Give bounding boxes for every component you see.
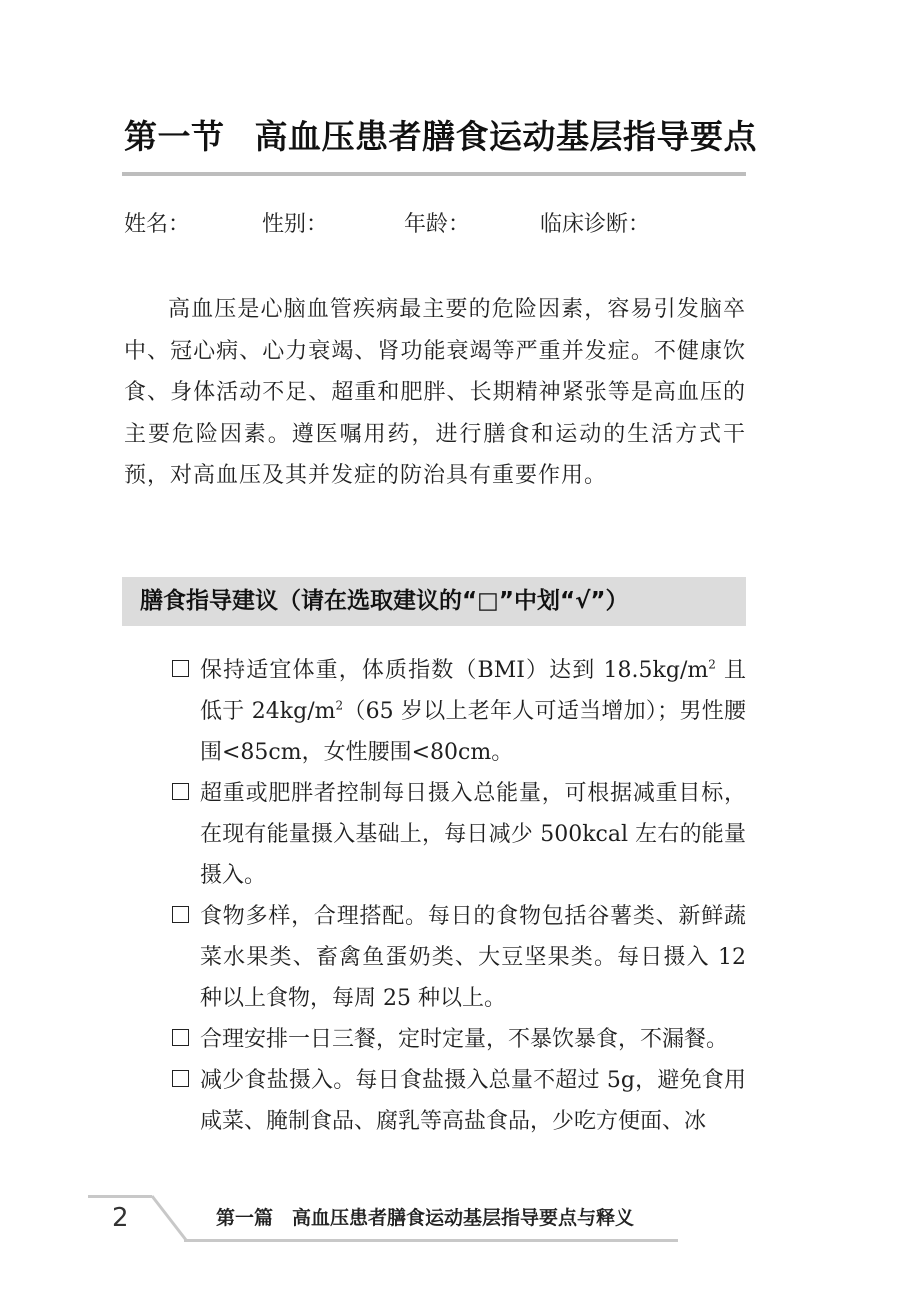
gender-label: 性别： xyxy=(262,212,329,237)
title-underline xyxy=(122,172,746,176)
item-text: 合理安排一日三餐，定时定量，不暴饮暴食，不漏餐。 xyxy=(200,1027,729,1052)
item-text-part: 保持适宜体重，体质指数（BMI）达到 18.5kg/m xyxy=(200,658,709,683)
item-text-part: （65 岁以上老年人可适当增加）；男性腰围<85cm，女性腰围<80cm。 xyxy=(200,699,746,765)
superscript: 2 xyxy=(708,657,716,672)
intro-paragraph: 高血压是心脑血管疾病最主要的危险因素，容易引发脑卒中、冠心病、心力衰竭、肾功能衰竭等严重并发症。不健康饮食、身体活动不足、超重和肥胖、长期精神紧张等是高血压的主要危险因素。遵医嘱用药，进行膳食和运动的生活方式干预，对高血压及其并发症的防治具有重要作用。 xyxy=(124,297,746,488)
section-heading: 高血压患者膳食运动基层指导要点 xyxy=(254,117,757,156)
checklist-item xyxy=(172,773,746,896)
banner-title: 膳食指导建议（请在选取建议的“□”中划“√”） xyxy=(140,588,629,614)
item-text: 超重或肥胖者控制每日摄入总能量，可根据减重目标，在现有能量摄入基础上，每日减少 500kcal 左右的能量摄入。 xyxy=(200,781,746,888)
footer-rule-right xyxy=(184,1239,678,1242)
checklist-item xyxy=(172,1019,746,1060)
footer-rule-left xyxy=(88,1195,152,1198)
item-text: 减少食盐摄入。每日食盐摄入总量不超过 5g，避免食用咸菜、腌制食品、腐乳等高盐食品，少吃方便面、冰 xyxy=(200,1068,746,1134)
item-text: 食物多样，合理搭配。每日的食物包括谷薯类、新鲜蔬菜水果类、畜禽鱼蛋奶类、大豆坚果类。每日摄入 12 种以上食物，每周 25 种以上。 xyxy=(200,904,746,1011)
superscript: 2 xyxy=(335,698,344,713)
patient-info-row xyxy=(124,208,746,242)
age-label: 年龄： xyxy=(404,212,471,237)
checkbox[interactable] xyxy=(172,660,189,677)
section-label: 第一节 xyxy=(124,117,225,156)
diet-guidance-banner xyxy=(122,577,746,626)
checkbox[interactable] xyxy=(172,783,189,800)
footer-slant-rule xyxy=(150,1192,196,1244)
checklist-item xyxy=(172,896,746,1019)
diet-checklist xyxy=(172,650,746,1142)
checkbox[interactable] xyxy=(172,1029,189,1046)
checkbox[interactable] xyxy=(172,906,189,923)
name-label: 姓名： xyxy=(124,212,191,237)
diagnosis-label: 临床诊断： xyxy=(540,212,651,237)
page-number: 2 xyxy=(112,1203,129,1233)
checklist-item xyxy=(172,1060,746,1142)
section-title xyxy=(124,112,757,162)
running-footer-title: 第一篇 高血压患者膳食运动基层指导要点与释义 xyxy=(216,1207,635,1229)
checklist-item xyxy=(172,650,746,773)
item-text-part: 且低于 24kg/m xyxy=(200,658,746,724)
checkbox[interactable] xyxy=(172,1070,189,1087)
